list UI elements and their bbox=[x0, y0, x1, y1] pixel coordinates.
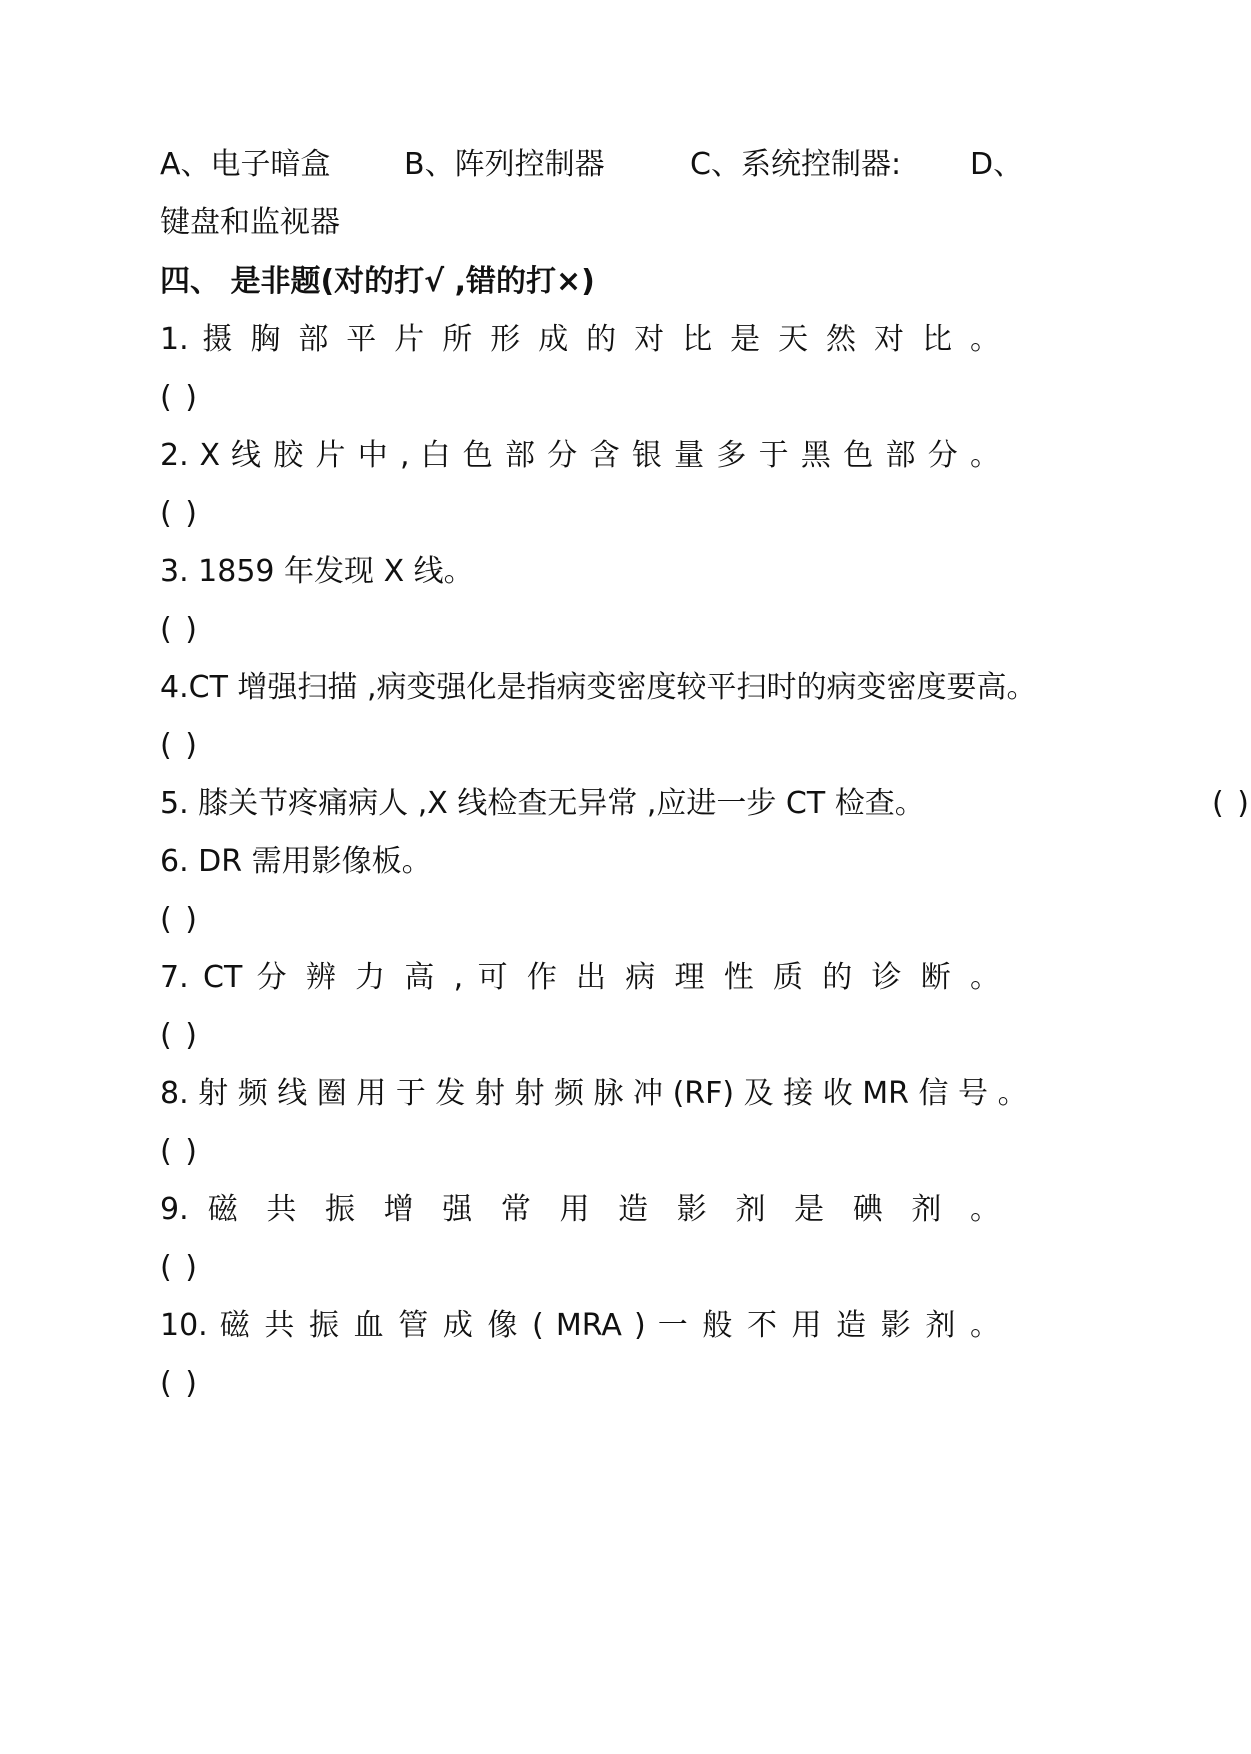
question-5-row bbox=[160, 776, 1251, 832]
option-b: B、阵列控制器 bbox=[404, 147, 605, 182]
question-4: 4.CT 增强扫描 ,病变强化是指病变密度较平扫时的病变密度要高。 bbox=[160, 670, 1037, 705]
option-c: C、系统控制器: bbox=[690, 147, 902, 182]
answer-blank-6: ( ) bbox=[160, 902, 199, 937]
answer-blank-7: ( ) bbox=[160, 1018, 199, 1053]
answer-blank-3: ( ) bbox=[160, 612, 199, 647]
answer-blank-10: ( ) bbox=[160, 1366, 199, 1401]
answer-blank-9: ( ) bbox=[160, 1250, 199, 1285]
question-7: 7. CT 分 辨 力 高 , 可 作 出 病 理 性 质 的 诊 断 。 bbox=[160, 960, 1000, 995]
question-2: 2. X 线 胶 片 中 , 白 色 部 分 含 银 量 多 于 黑 色 部 分 。 bbox=[160, 438, 1000, 473]
answer-blank-8: ( ) bbox=[160, 1134, 199, 1169]
option-d: D、 bbox=[970, 147, 1024, 182]
answer-blank-5: ( ) bbox=[1212, 786, 1251, 821]
answer-blank-4: ( ) bbox=[160, 728, 199, 763]
answer-blank-1: ( ) bbox=[160, 380, 199, 415]
options-row bbox=[160, 137, 1160, 193]
option-a: A、电子暗盒 bbox=[160, 147, 331, 182]
option-d-continued: 键盘和监视器 bbox=[160, 205, 340, 240]
section-heading: 四、 是非题(对的打√ ,错的打×) bbox=[160, 264, 595, 299]
question-1: 1. 摄 胸 部 平 片 所 形 成 的 对 比 是 天 然 对 比 。 bbox=[160, 322, 1000, 357]
answer-blank-2: ( ) bbox=[160, 496, 199, 531]
question-6: 6. DR 需用影像板。 bbox=[160, 844, 432, 879]
question-5: 5. 膝关节疼痛病人 ,X 线检查无异常 ,应进一步 CT 检查。 bbox=[160, 786, 925, 821]
question-3: 3. 1859 年发现 X 线。 bbox=[160, 554, 474, 589]
question-10: 10. 磁 共 振 血 管 成 像 ( MRA ) 一 般 不 用 造 影 剂 。 bbox=[160, 1308, 1000, 1343]
question-9: 9. 磁 共 振 增 强 常 用 造 影 剂 是 碘 剂 。 bbox=[160, 1192, 1000, 1227]
question-8: 8. 射 频 线 圈 用 于 发 射 射 频 脉 冲 (RF) 及 接 收 MR 信 号 。 bbox=[160, 1076, 1028, 1111]
